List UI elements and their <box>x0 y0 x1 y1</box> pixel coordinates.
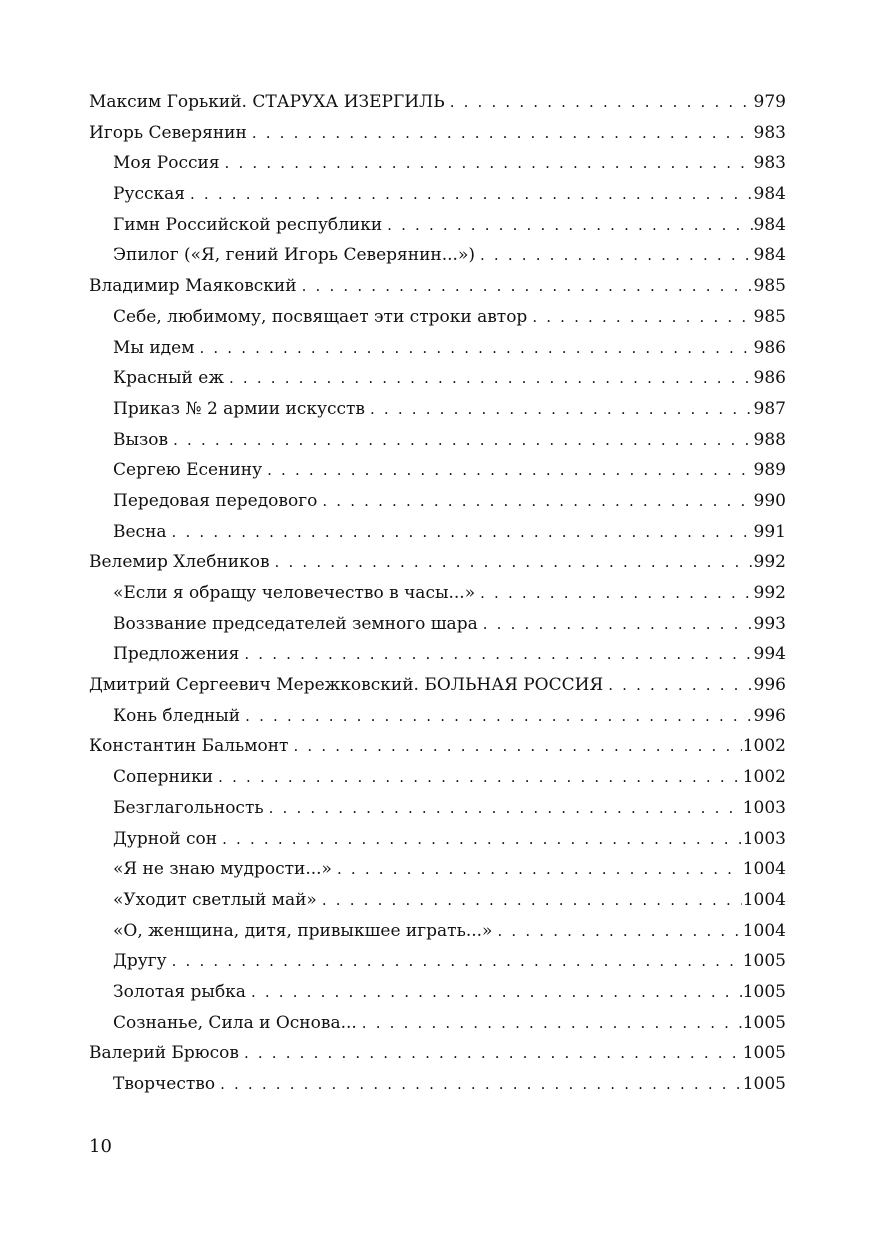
toc-entry <box>89 639 786 670</box>
toc-entry-title: «Я не знаю мудрости...» <box>113 859 332 880</box>
toc-entry-title: Сознанье, Сила и Основа... <box>113 1012 357 1033</box>
toc-entry-title: Гимн Российской республики <box>113 214 383 235</box>
dot-leader <box>218 762 742 793</box>
toc-entry <box>89 179 786 210</box>
toc-entry-page: 984 <box>753 184 786 205</box>
dot-leader <box>322 885 742 916</box>
dot-leader <box>337 854 742 885</box>
toc-entry <box>89 609 786 640</box>
toc-entry-page: 983 <box>753 153 786 174</box>
toc-entry <box>89 916 786 947</box>
dot-leader <box>275 547 753 578</box>
toc-entry-title: Золотая рыбка <box>113 981 246 1002</box>
toc-entry <box>89 455 786 486</box>
toc-entry <box>89 701 786 732</box>
toc-entry <box>89 271 786 302</box>
toc-entry <box>89 793 786 824</box>
toc-entry <box>89 854 786 885</box>
dot-leader <box>172 517 753 548</box>
toc-entry <box>89 762 786 793</box>
toc-entry-page: 1003 <box>742 828 786 849</box>
dot-leader <box>608 670 752 701</box>
toc-entry-title: Сергею Есенину <box>113 460 263 481</box>
toc-entry <box>89 547 786 578</box>
toc-entry-title: Вызов <box>113 429 169 450</box>
dot-leader <box>387 210 752 241</box>
dot-leader <box>251 977 742 1008</box>
toc-entry-page: 994 <box>753 644 786 665</box>
dot-leader <box>497 916 741 947</box>
toc-entry <box>89 148 786 179</box>
toc-entry-title: Конь бледный <box>113 705 241 726</box>
dot-leader <box>480 240 753 271</box>
toc-entry <box>89 1038 786 1069</box>
toc-entry-page: 979 <box>753 92 786 112</box>
toc-entry-page: 992 <box>753 583 786 603</box>
toc-entry-title: Мы идем <box>113 337 195 358</box>
toc-entry-page: 988 <box>753 429 786 450</box>
toc-entry-page: 1004 <box>742 859 786 880</box>
toc-entry-title: Максим Горький. СТАРУХА ИЗЕРГИЛЬ <box>89 92 445 112</box>
toc-entry <box>89 87 786 118</box>
toc-entry-title: «О, женщина, дитя, привыкшее играть...» <box>113 920 493 941</box>
toc-entry-page: 983 <box>753 122 786 143</box>
dot-leader <box>450 87 753 118</box>
toc-entry-page: 1005 <box>742 1074 786 1094</box>
toc-entry-title: Русская <box>113 184 185 205</box>
dot-leader <box>190 179 753 210</box>
toc-entry <box>89 824 786 855</box>
dot-leader <box>172 946 742 977</box>
dot-leader <box>302 271 753 302</box>
toc-entry-title: Передовая передового <box>113 490 318 511</box>
toc-entry-title: «Уходит светлый май» <box>113 889 317 910</box>
toc-entry-page: 1005 <box>742 981 786 1002</box>
toc-entry <box>89 1069 786 1100</box>
dot-leader <box>322 486 752 517</box>
toc-entry-page: 984 <box>753 245 786 266</box>
page-number: 10 <box>89 1136 112 1157</box>
toc-entry <box>89 578 786 609</box>
toc-entry-title: Предложения <box>113 644 240 665</box>
dot-leader <box>244 639 752 670</box>
toc-entry <box>89 363 786 394</box>
toc-entry-title: Игорь Северянин <box>89 122 247 143</box>
dot-leader <box>532 302 752 333</box>
table-of-contents <box>89 87 786 1100</box>
toc-entry-title: Дурной сон <box>113 828 218 849</box>
toc-entry-page: 1005 <box>742 1043 786 1064</box>
dot-leader <box>220 1069 742 1100</box>
toc-entry-title: Соперники <box>113 767 214 788</box>
toc-entry-page: 1005 <box>742 951 786 972</box>
toc-entry-page: 990 <box>753 490 786 511</box>
toc-entry-page: 1002 <box>742 736 786 757</box>
toc-entry-page: 993 <box>753 613 786 634</box>
dot-leader <box>229 363 753 394</box>
toc-entry-page: 985 <box>753 276 786 297</box>
toc-entry-title: «Если я обращу человечество в часы...» <box>113 583 476 603</box>
toc-entry-title: Весна <box>113 521 167 542</box>
toc-entry-title: Эпилог («Я, гений Игорь Северянин...») <box>113 245 475 266</box>
toc-entry <box>89 946 786 977</box>
toc-entry <box>89 670 786 701</box>
toc-entry <box>89 333 786 364</box>
dot-leader <box>480 578 752 609</box>
toc-entry-title: Дмитрий Сергеевич Мережковский. БОЛЬНАЯ РОССИЯ <box>89 675 604 696</box>
dot-leader <box>269 793 742 824</box>
toc-entry <box>89 240 786 271</box>
dot-leader <box>483 609 753 640</box>
dot-leader <box>245 701 752 732</box>
toc-entry-page: 1002 <box>742 767 786 788</box>
dot-leader <box>370 394 753 425</box>
toc-entry-title: Валерий Брюсов <box>89 1043 239 1064</box>
toc-entry <box>89 731 786 762</box>
toc-entry-page: 996 <box>753 705 786 726</box>
toc-entry <box>89 425 786 456</box>
toc-entry <box>89 302 786 333</box>
toc-entry-page: 986 <box>753 337 786 358</box>
toc-entry-title: Велемир Хлебников <box>89 552 270 573</box>
toc-entry-title: Константин Бальмонт <box>89 736 289 757</box>
dot-leader <box>173 425 752 456</box>
toc-entry-title: Владимир Маяковский <box>89 276 297 297</box>
toc-entry-page: 1004 <box>742 889 786 910</box>
toc-entry-page: 1003 <box>742 797 786 818</box>
dot-leader <box>252 118 753 149</box>
toc-entry <box>89 210 786 241</box>
toc-entry-page: 991 <box>753 521 786 542</box>
dot-leader <box>267 455 752 486</box>
toc-entry-title: Приказ № 2 армии искусств <box>113 398 365 419</box>
dot-leader <box>199 333 752 364</box>
toc-entry <box>89 517 786 548</box>
toc-entry-page: 1005 <box>742 1012 786 1033</box>
toc-entry-page: 992 <box>753 552 786 573</box>
dot-leader <box>225 148 753 179</box>
dot-leader <box>293 731 741 762</box>
toc-entry-title: Воззвание председателей земного шара <box>113 613 478 634</box>
toc-entry <box>89 977 786 1008</box>
toc-entry-title: Другу <box>113 951 167 972</box>
toc-entry-page: 984 <box>753 214 786 235</box>
toc-entry-title: Красный еж <box>113 368 224 389</box>
toc-entry-page: 996 <box>753 675 786 696</box>
toc-entry-page: 987 <box>753 398 786 419</box>
toc-entry <box>89 885 786 916</box>
toc-entry-page: 989 <box>753 460 786 481</box>
dot-leader <box>362 1008 742 1039</box>
toc-entry-page: 985 <box>753 306 786 327</box>
toc-entry <box>89 118 786 149</box>
toc-entry-title: Моя Россия <box>113 153 220 174</box>
toc-entry-title: Себе, любимому, посвящает эти строки автор <box>113 306 528 327</box>
toc-entry <box>89 486 786 517</box>
dot-leader <box>244 1038 742 1069</box>
toc-entry <box>89 394 786 425</box>
toc-entry-title: Творчество <box>113 1074 216 1094</box>
toc-entry-page: 986 <box>753 368 786 389</box>
dot-leader <box>222 824 742 855</box>
toc-entry <box>89 1008 786 1039</box>
toc-entry-page: 1004 <box>742 920 786 941</box>
toc-entry-title: Безглагольность <box>113 797 264 818</box>
